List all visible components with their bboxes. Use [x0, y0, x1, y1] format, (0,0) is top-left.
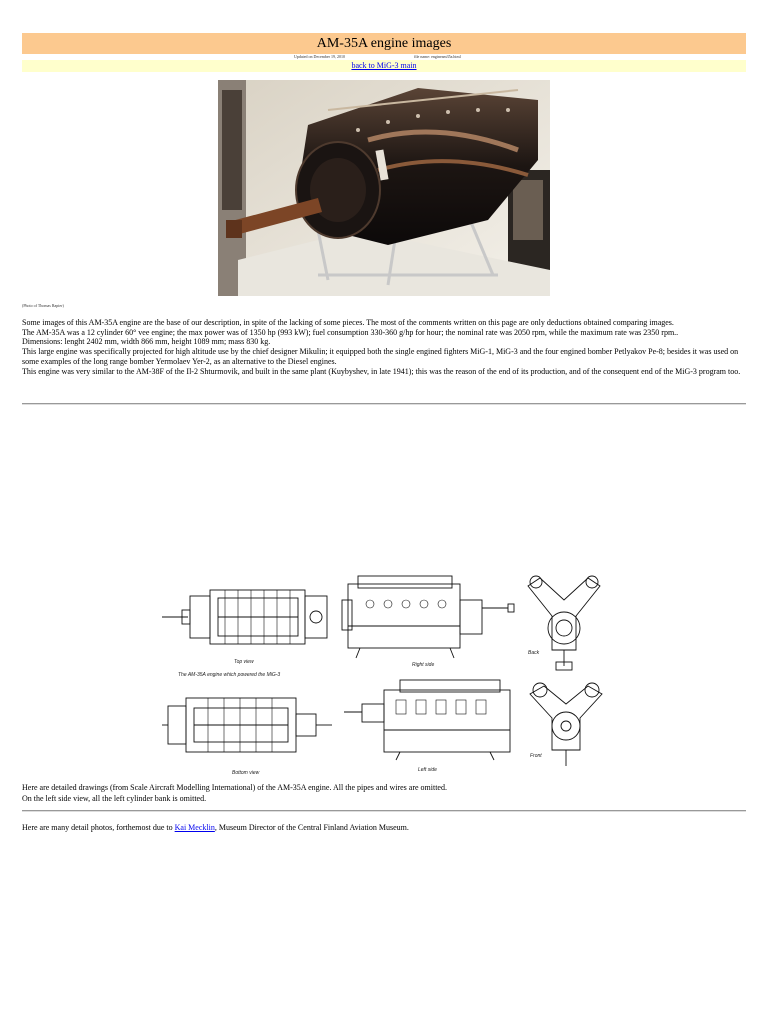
left-side-label: Left side — [418, 767, 437, 773]
bottom-view-drawing — [162, 698, 332, 752]
bottom-view-label: Bottom view — [232, 770, 260, 776]
detail-photos-intro — [22, 823, 409, 832]
file-name: file name: engineam35a.html — [414, 54, 461, 59]
divider — [22, 810, 746, 812]
updated-date: Updated on December 19, 2010 — [294, 54, 345, 59]
right-side-drawing — [342, 576, 514, 658]
description-paragraph: Dimensions: lenght 2402 mm, width 866 mm, height 1089 mm; mass 830 kg. — [22, 337, 271, 347]
caption-line: Here are detailed drawings (from Scale Aircraft Modelling International) of the AM-35A engine. All the pipes and wires are omitted. — [22, 783, 447, 792]
top-view-label: Top view — [234, 659, 254, 665]
page-title: AM-35A engine images — [22, 33, 746, 54]
front-label: Front — [530, 753, 542, 759]
description-paragraph: This large engine was specifically projected for high altitude use by the chief designer Mikulin; it equipped both the single engined fighters MiG-1, MiG-3 and the four engined bomber Petlyakov Pe-8; besides it was used on some examples of the long range bomber Yermolaev Yer-2, as an alternative to the Diesel engines. — [22, 347, 739, 366]
detail-suffix: , Museum Director of the Central Finland Aviation Museum. — [214, 823, 409, 832]
drawings-subtitle: The AM-35A engine which powered the MiG-3 — [178, 672, 281, 678]
divider — [22, 403, 746, 405]
description-paragraph: Some images of this AM-35A engine are the base of our description, in spite of the lacking of some pieces. The most of the comments written on this page are only deductions obtained comparing images. — [22, 318, 674, 327]
back-label: Back — [528, 650, 540, 656]
photo-credit: (Photo of Thomas Rapier) — [22, 303, 64, 308]
right-side-label: Right side — [412, 662, 435, 668]
description-paragraph: The AM-35A was a 12 cylinder 60° vee engine; the max power was of 1350 hp (993 kW); fuel consumption 330-360 g/hp for hour; the nominal rate was 2050 rpm, while the maximum rate was 2350 rpm.. — [22, 327, 679, 337]
left-side-drawing — [344, 680, 510, 760]
kai-mecklin-link[interactable]: Kai Mecklin — [174, 823, 215, 832]
description-paragraph: This engine was very similar to the AM-38F of the Il-2 Shturmovik, and built in the same plant (Kuybyshev, in late 1941); this was the reason of the end of its production, and of the consequent end of the MiG-3 program too. — [22, 366, 741, 376]
back-bar — [22, 60, 746, 72]
drawings-caption — [22, 783, 746, 804]
caption-line: On the left side view, all the left cylinder bank is omitted. — [22, 793, 207, 803]
top-view-drawing — [162, 590, 327, 644]
back-to-mig3-link[interactable]: back to MiG-3 main — [351, 61, 417, 70]
engine-drawings — [160, 566, 612, 780]
engine-photo — [218, 80, 550, 296]
engine-description — [22, 318, 746, 376]
detail-prefix: Here are many detail photos, forthemost due to — [22, 823, 175, 832]
